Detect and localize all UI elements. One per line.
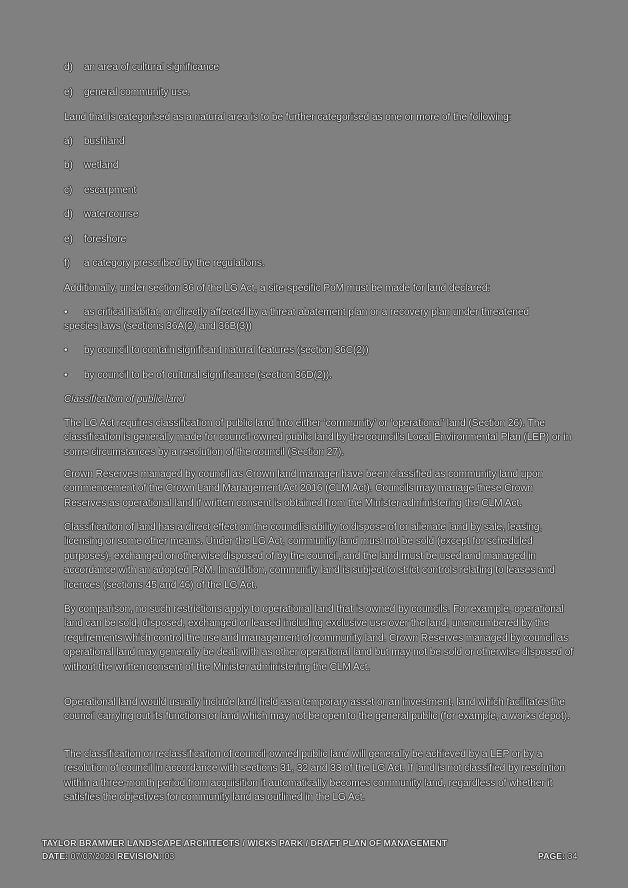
- list-item: [64, 87, 191, 99]
- list-item: [64, 209, 139, 221]
- paragraph: Crown Reserves managed by council as Crown land manager have been classified as community land upon commencement of the Crown Land Management Act 2016 (CLM Act). Councils may manage these Crown Reserves as operational land if written consent is obtained from the Minister administering the CLM Act.: [64, 469, 544, 509]
- list-marker: d): [64, 209, 73, 220]
- list-item: [64, 62, 220, 74]
- footer-meta: [42, 851, 174, 861]
- bullet-continuation: species laws (sections 36A(2) and 36B(3)): [64, 321, 252, 332]
- list-marker: f): [64, 258, 71, 269]
- list-marker: a): [64, 136, 73, 147]
- bullet-item: [64, 307, 530, 319]
- paragraph: By comparison, no such restrictions apply to operational land that is owned by councils. For example, operational land can be sold, disposed, exchanged or leased including exclusive use over the land, unencumbered by the requirements which control the use and management of community land. Crown Reserves managed by council as operational land may generally be dealt with as other operational land but may not be sold or otherwise disposed of without the written consent of the Minister administering the CLM Act.: [64, 604, 574, 673]
- bullet-marker: •: [64, 307, 68, 318]
- list-text: escarpment: [84, 185, 137, 196]
- list-text: wetland: [84, 160, 119, 171]
- list-item: [64, 136, 125, 148]
- bullet-text: as critical habitat, or directly affected by a threat abatement plan or a recovery plan under threatened: [84, 307, 530, 318]
- date-label: DATE:: [42, 851, 69, 861]
- paragraph: The classification or reclassification of council-owned public land will generally be achieved by a LEP or by a resolution of council in accordance with sections 31, 32 and 33 of the LG Act. If land is not classified by resolution within a three-month period from acquisition it automatically becomes community land, regardless of whether it satisfies the objectives for community land as outlined in the LG Act.: [64, 749, 565, 804]
- page-label: PAGE:: [538, 851, 566, 861]
- site-specific-intro: Additionally, under section 36 of the LG Act, a site-specific PoM must be made for land declared:: [64, 283, 491, 294]
- bullet-marker: •: [64, 370, 68, 381]
- bullet-text: by council to be of cultural significance (section 36D(2)).: [84, 370, 332, 381]
- paragraph: Classification of land has a direct effect on the council’s ability to dispose of or alienate land by sale, leasing, licensing or some other means. Under the LG Act, community land must not be sold (except for scheduled purposes), exchanged or otherwise disposed of by the council, and the land must be used and managed in accordance with an adopted PoM. In addition, community land is subject to strict controls relating to leases and licences (sections 45 and 46) of the LG Act.: [64, 522, 555, 591]
- revision-label: REVISION:: [117, 851, 162, 861]
- list-text: bushland: [84, 136, 125, 147]
- bullet-item: [64, 345, 369, 357]
- list-marker: b): [64, 160, 73, 171]
- paragraph: Operational land would usually include land held as a temporary asset or an investment, land which facilitates the council carrying out its functions or land which may not be open to the general public (for example, a works depot).: [64, 697, 570, 723]
- bullet-marker: •: [64, 345, 68, 356]
- footer-title: TAYLOR BRAMMER LANDSCAPE ARCHITECTS / WICKS PARK / DRAFT PLAN OF MANAGEMENT: [42, 838, 448, 848]
- date-value: 07/07/2023: [70, 851, 115, 861]
- section-heading: Classification of public land: [64, 394, 185, 405]
- list-item: [64, 160, 119, 172]
- list-item: [64, 258, 265, 270]
- list-text: general community use.: [84, 87, 191, 98]
- list-text: a category prescribed by the regulations.: [84, 258, 265, 269]
- list-marker: e): [64, 87, 73, 98]
- paragraph: The LG Act requires classification of public land into either ‘community’ or ‘operational’ land (Section 26). The classification is generally made for council-owned public land by the council’s Local Environmental Plan (LEP) or in some circumstances by a resolution of the council (Section 27).: [64, 418, 572, 458]
- list-marker: e): [64, 234, 73, 245]
- natural-area-intro: Land that is categorised as a natural area is to be further categorised as one or more of the following:: [64, 112, 512, 123]
- bullet-text: by council to contain significant natural features (section 36C(2)): [84, 345, 369, 356]
- list-marker: d): [64, 62, 73, 73]
- list-item: [64, 234, 127, 246]
- bullet-item: [64, 370, 332, 382]
- list-text: foreshore: [84, 234, 127, 245]
- page-number: [538, 851, 577, 861]
- page-value: 34: [567, 851, 578, 861]
- list-text: watercourse: [84, 209, 139, 220]
- list-text: an area of cultural significance: [84, 62, 220, 73]
- list-item: [64, 185, 137, 197]
- revision-value: 03: [164, 851, 175, 861]
- list-marker: c): [64, 185, 73, 196]
